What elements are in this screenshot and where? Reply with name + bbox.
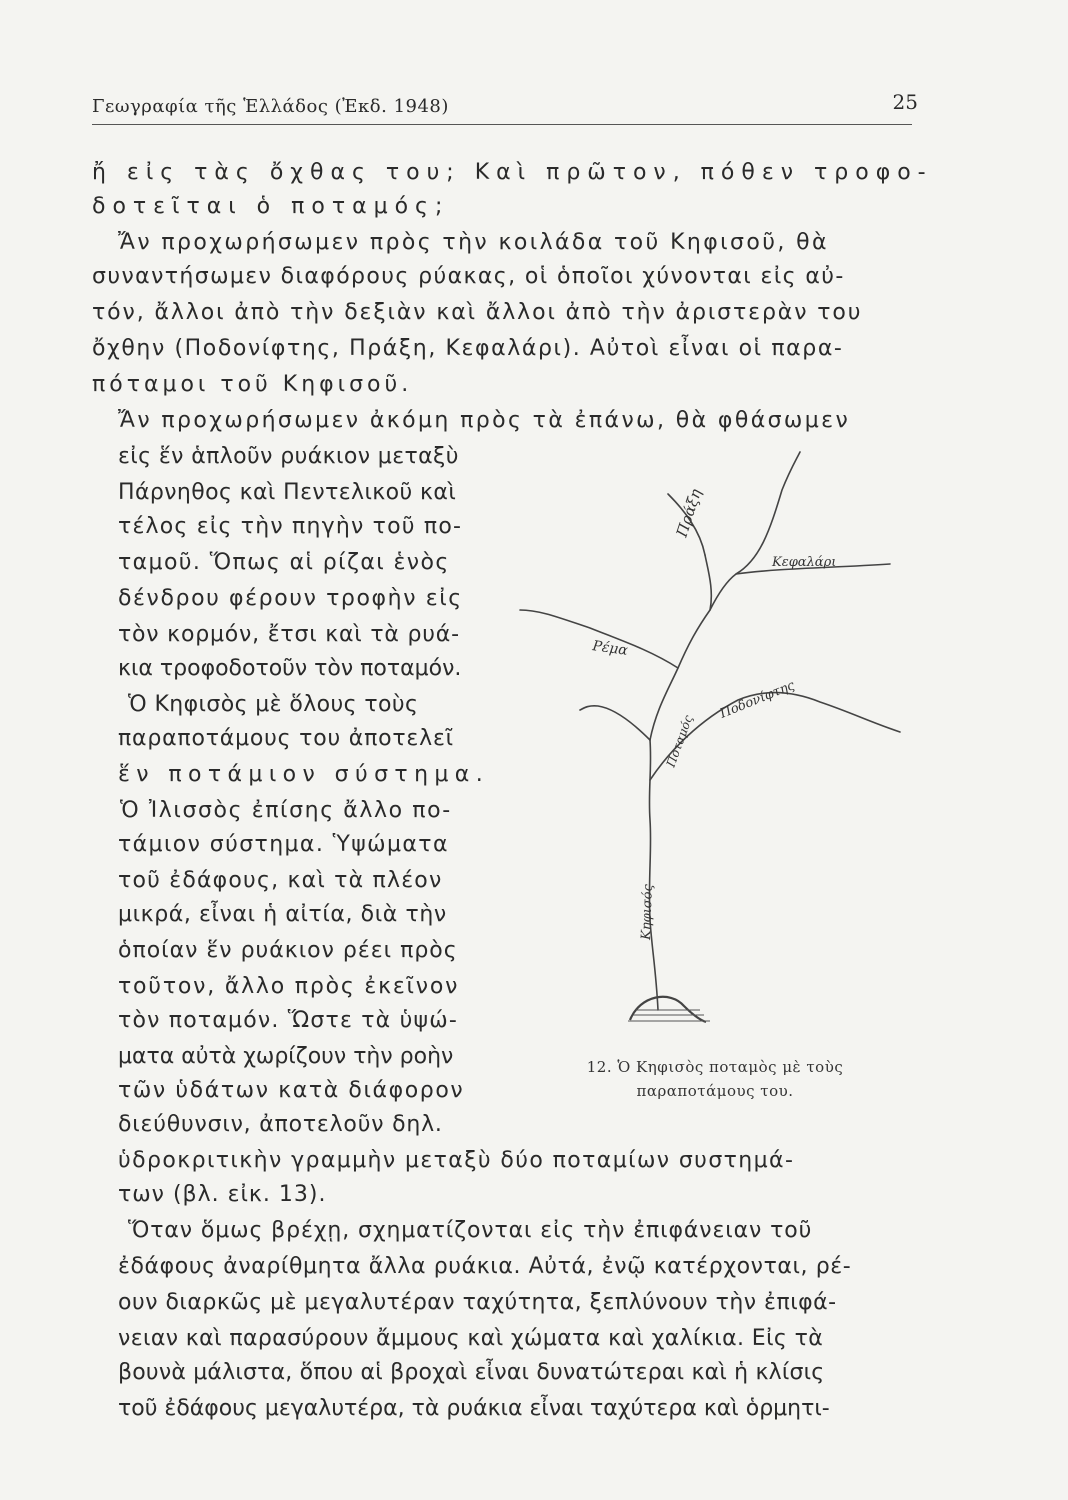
text-line: παραποτάμους του ἀποτελεῖ: [118, 726, 454, 751]
running-header: [92, 90, 918, 125]
text-line: ματα αὐτὰ χωρίζουν τὴν ροὴν: [118, 1044, 454, 1069]
text-line: Ὁ Κηφισὸς μὲ ὅλους τοὺς: [128, 692, 419, 717]
page-number: 25: [892, 90, 918, 114]
label-rema: Ρέμα: [591, 638, 629, 659]
text-line: τάμιον σύστημα. Ὑψώματα: [118, 832, 449, 857]
text-line: διεύθυνσιν, ἀποτελοῦν δηλ.: [118, 1112, 443, 1137]
kifisos-river: [649, 740, 658, 1010]
header-title: Γεωγραφία τῆς Ἑλλάδος (Ἐκδ. 1948): [92, 96, 449, 117]
text-line: Πάρνηθος καὶ Πεντελικοῦ καὶ: [118, 480, 457, 505]
text-line: τῶν ὑδάτων κατὰ διάφορον: [118, 1078, 465, 1103]
text-line: δοτεῖται ὁ ποταμός;: [92, 194, 450, 219]
text-line: τόν, ἄλλοι ἀπὸ τὴν δεξιὰν καὶ ἄλλοι ἀπὸ τὴν ἀριστερὰν του: [92, 300, 863, 325]
text-line: τέλος εἰς τὴν πηγὴν τοῦ πο-: [118, 514, 463, 539]
river-tree-figure: [500, 450, 920, 1050]
lower-left-stream: [580, 706, 650, 740]
text-line: εἰς ἕν ἁπλοῦν ρυάκιον μεταξὺ: [118, 444, 459, 469]
text-line: ὄχθην (Ποδονίφτης, Πράξη, Κεφαλάρι). Αὐτοὶ εἶναι οἱ παρα-: [92, 336, 844, 361]
text-line: τοῦ ἐδάφους μεγαλυτέρα, τὰ ρυάκια εἶναι ταχύτερα καὶ ὁρμητι-: [118, 1396, 830, 1421]
text-line: κια τροφοδοτοῦν τὸν ποταμόν.: [118, 656, 462, 681]
label-podonifti: Ποδονίφτης: [717, 678, 797, 722]
text-line: ὁποίαν ἕν ρυάκιον ρέει πρὸς: [118, 938, 458, 963]
text-line: συναντήσωμεν διαφόρους ρύακας, οἱ ὁποῖοι χύνονται εἰς αὐ-: [92, 264, 845, 289]
text-line: ἐδάφους ἀναρίθμητα ἄλλα ρυάκια. Αὐτά, ἐνῷ κατέρχονται, ρέ-: [118, 1254, 852, 1279]
text-line: Ὁ Ἰλισσὸς ἐπίσης ἄλλο πο-: [120, 798, 452, 823]
text-line: ταμοῦ. Ὅπως αἱ ρίζαι ἑνὸς: [118, 550, 450, 575]
main-upper-stream: [650, 555, 711, 740]
text-line: ουν διαρκῶς μὲ μεγαλυτέραν ταχύτητα, ξεπλύνουν τὴν ἐπιφά-: [118, 1290, 837, 1315]
text-line: ἤ εἰς τὰς ὄχθας του; Καὶ πρῶτον, πόθεν τροφο-: [92, 160, 933, 185]
text-line: μικρά, εἶναι ἡ αἰτία, διὰ τὴν: [118, 902, 447, 927]
text-line: πόταμοι τοῦ Κηφισοῦ.: [92, 372, 413, 397]
label-kifisos: Κηφισός: [639, 883, 656, 941]
text-line: ὑδροκριτικὴν γραμμὴν μεταξὺ δύο ποταμίων συστημά-: [118, 1148, 795, 1173]
text-line: ἕν ποτάμιον σύστημα.: [118, 762, 490, 787]
text-line: τοῦ ἐδάφους, καὶ τὰ πλέον: [118, 868, 443, 893]
label-potamos: Ποταμός: [663, 713, 696, 770]
caption-line-1: 12. Ὁ Κηφισὸς ποταμὸς μὲ τοὺς: [586, 1058, 844, 1076]
label-kefalari: Κεφαλάρι: [772, 555, 837, 570]
text-line: τὸν ποταμόν. Ὥστε τὰ ὑψώ-: [118, 1008, 458, 1033]
text-line: τοῦτον, ἄλλο πρὸς ἐκεῖνον: [118, 974, 460, 999]
river-tree-drawing: [500, 450, 920, 1050]
text-line: των (βλ. εἰκ. 13).: [118, 1182, 327, 1207]
text-line: νειαν καὶ παρασύρουν ἄμμους καὶ χώματα καὶ χαλίκια. Εἰς τὰ: [118, 1326, 824, 1351]
caption-line-2: παραποτάμους του.: [636, 1082, 794, 1100]
text-line: Ὅταν ὅμως βρέχῃ, σχηματίζονται εἰς τὴν ἐπιφάνειαν τοῦ: [128, 1218, 813, 1243]
text-line: τὸν κορμόν, ἔτσι καὶ τὰ ρυά-: [118, 622, 460, 647]
figure-caption: [520, 1055, 910, 1103]
label-praxi: Πράξη: [672, 486, 706, 540]
kefalari-stream: [710, 452, 800, 610]
source-hill: [630, 997, 706, 1022]
text-line: δένδρου φέρουν τροφὴν εἰς: [118, 586, 463, 611]
text-line: Ἄν προχωρήσωμεν ἀκόμη πρὸς τὰ ἐπάνω, θὰ φθάσωμεν: [118, 408, 851, 433]
text-line: Ἄν προχωρήσωμεν πρὸς τὴν κοιλάδα τοῦ Κηφισοῦ, θὰ: [118, 230, 829, 255]
text-line: βουνὰ μάλιστα, ὅπου αἱ βροχαὶ εἶναι δυνατώτεραι καὶ ἡ κλίσις: [118, 1360, 825, 1385]
